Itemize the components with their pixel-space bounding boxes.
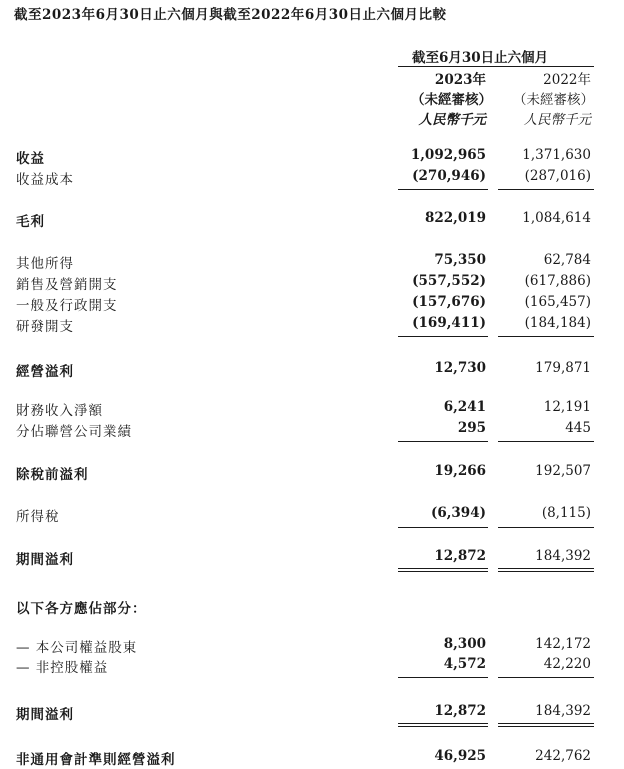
value-2022: (287,016) <box>524 168 591 184</box>
value-2023: 19,266 <box>434 463 486 479</box>
table-row-equity-holders <box>0 636 624 656</box>
subtotal-rule <box>398 527 488 528</box>
value-2023: (6,394) <box>430 505 486 521</box>
row-label: 一般及行政開支 <box>16 298 118 314</box>
subtotal-rule <box>398 441 488 442</box>
row-label: 其他所得 <box>16 256 74 272</box>
period-header: 截至6月30日止六個月 <box>412 50 549 66</box>
double-rule <box>498 568 594 569</box>
value-2022: 179,871 <box>535 360 591 376</box>
col1-year: 2023年 <box>434 72 486 88</box>
row-label: 所得稅 <box>16 509 60 525</box>
value-2023: 75,350 <box>434 252 486 268</box>
value-2022: 184,392 <box>535 548 591 564</box>
page-title: 截至2023年6月30日止六個月與截至2022年6月30日止六個月比較 <box>14 7 447 23</box>
table-row-non-controlling <box>0 656 624 676</box>
table-row-gross-profit <box>0 210 624 230</box>
col1-audit: （未經審核） <box>411 92 492 108</box>
value-2022: (8,115) <box>541 505 591 521</box>
double-rule <box>398 723 488 724</box>
table-row-cost-of-revenue <box>0 168 624 188</box>
row-label: 收益 <box>16 151 45 167</box>
row-label: 經營溢利 <box>16 364 74 380</box>
row-label: — 本公司權益股東 <box>16 640 138 656</box>
value-2023: 12,872 <box>434 703 486 719</box>
value-2023: 822,019 <box>424 210 486 226</box>
double-rule <box>398 571 488 572</box>
value-2022: (617,886) <box>524 273 591 289</box>
row-label: 分佔聯營公司業績 <box>16 424 132 440</box>
table-row-profit-for-period-total <box>0 703 624 723</box>
subtotal-rule <box>398 336 488 337</box>
table-row-revenue <box>0 147 624 167</box>
table-row-admin-expenses <box>0 294 624 314</box>
row-label: 收益成本 <box>16 172 74 188</box>
value-2022: 42,220 <box>543 656 591 672</box>
value-2022: 1,371,630 <box>522 147 591 163</box>
row-label: 毛利 <box>16 214 45 230</box>
row-label: 期間溢利 <box>16 552 74 568</box>
row-label: 非通用會計準則經營溢利 <box>16 752 176 768</box>
table-row-non-gaap-operating-profit <box>0 748 624 768</box>
period-header-rule <box>398 66 594 67</box>
col1-unit: 人民幣千元 <box>418 112 486 128</box>
value-2023: 46,925 <box>434 748 486 764</box>
row-label: 研發開支 <box>16 319 74 335</box>
value-2023: (169,411) <box>412 315 486 331</box>
value-2023: 6,241 <box>443 399 486 415</box>
row-label: 財務收入淨額 <box>16 403 103 419</box>
subtotal-rule <box>498 441 594 442</box>
double-rule <box>398 568 488 569</box>
value-2023: (270,946) <box>412 168 486 184</box>
table-row-finance-income <box>0 399 624 419</box>
double-rule <box>498 571 594 572</box>
row-label: 除稅前溢利 <box>16 467 89 483</box>
col2-unit: 人民幣千元 <box>523 112 591 128</box>
value-2023: 295 <box>457 420 486 436</box>
col2-audit: （未經審核） <box>513 92 594 108</box>
value-2022: 62,784 <box>543 252 591 268</box>
table-row-share-of-associates <box>0 420 624 440</box>
table-row-profit-before-tax <box>0 463 624 483</box>
value-2023: 4,572 <box>443 656 486 672</box>
subtotal-rule <box>498 336 594 337</box>
table-row-income-tax <box>0 505 624 525</box>
table-row-attributable-heading <box>0 597 624 617</box>
value-2023: 12,872 <box>434 548 486 564</box>
table-row-other-income <box>0 252 624 272</box>
table-row-profit-for-period <box>0 548 624 568</box>
value-2022: 192,507 <box>535 463 591 479</box>
value-2023: 1,092,965 <box>410 147 486 163</box>
row-label: 銷售及營銷開支 <box>16 277 118 293</box>
value-2022: 242,762 <box>535 748 591 764</box>
value-2022: 142,172 <box>535 636 591 652</box>
row-label: — 非控股權益 <box>16 660 109 676</box>
double-rule <box>498 726 594 727</box>
value-2022: 12,191 <box>543 399 591 415</box>
col2-year: 2022年 <box>543 72 591 88</box>
value-2022: (165,457) <box>524 294 591 310</box>
subtotal-rule <box>498 527 594 528</box>
table-row-operating-profit <box>0 360 624 380</box>
double-rule <box>498 723 594 724</box>
value-2022: 184,392 <box>535 703 591 719</box>
double-rule <box>398 726 488 727</box>
value-2023: (157,676) <box>412 294 486 310</box>
row-label: 期間溢利 <box>16 707 74 723</box>
value-2023: (557,552) <box>412 273 486 289</box>
subtotal-rule <box>398 189 488 190</box>
value-2023: 12,730 <box>434 360 486 376</box>
subtotal-rule <box>498 677 594 678</box>
table-row-selling-expenses <box>0 273 624 293</box>
table-row-rd-expenses <box>0 315 624 335</box>
value-2022: (184,184) <box>524 315 591 331</box>
row-label: 以下各方應佔部分： <box>16 601 147 617</box>
subtotal-rule <box>498 189 594 190</box>
subtotal-rule <box>398 677 488 678</box>
value-2022: 1,084,614 <box>522 210 591 226</box>
value-2023: 8,300 <box>443 636 486 652</box>
value-2022: 445 <box>565 420 591 436</box>
